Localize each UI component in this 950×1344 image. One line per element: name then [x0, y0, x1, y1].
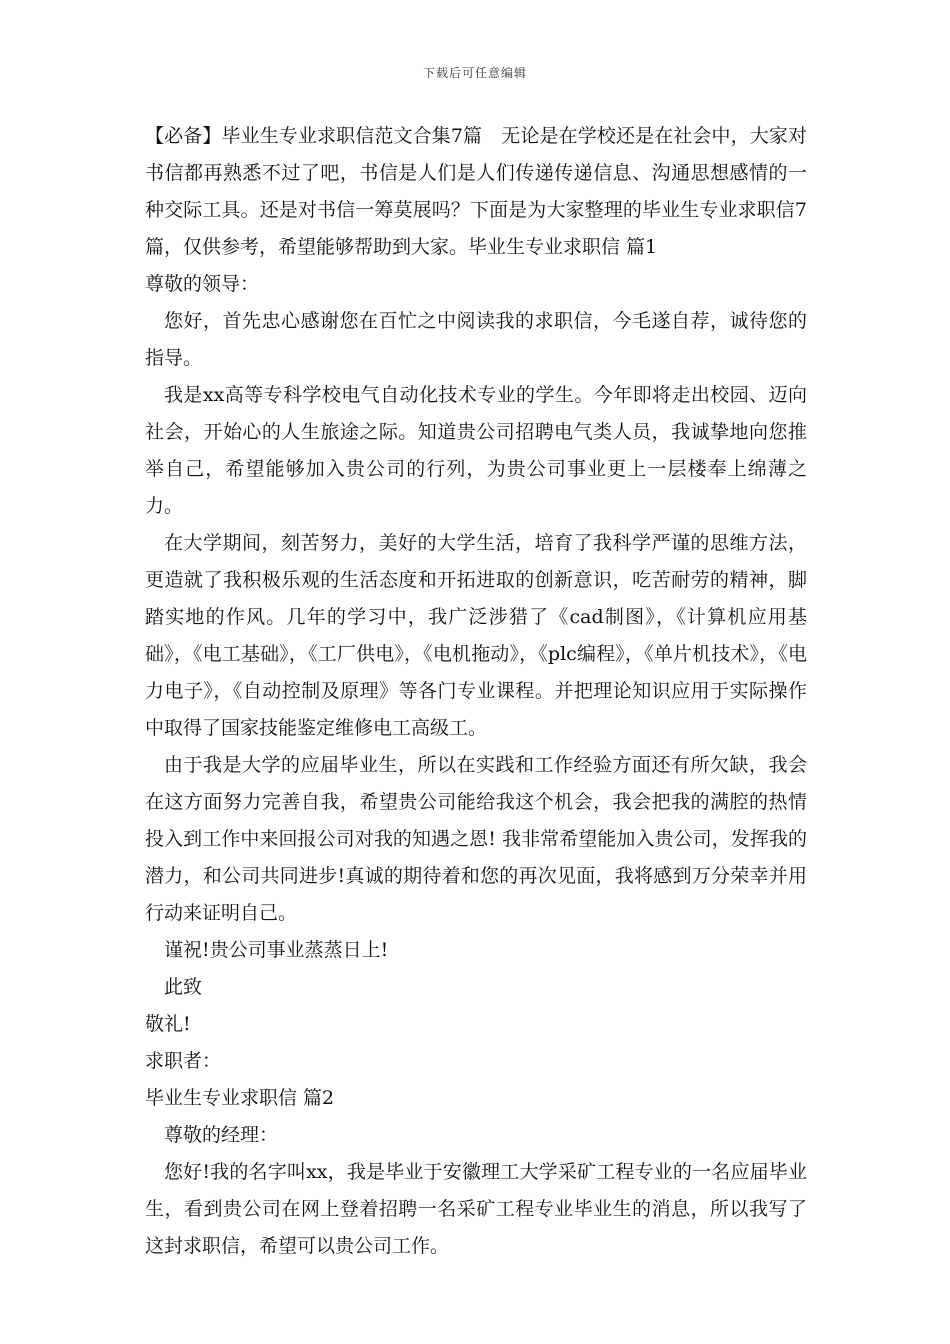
letter2-paragraph-1: 您好!我的名字叫xx，我是毕业于安徽理工大学采矿工程专业的一名应届毕业生，看到贵公司在网上登着招聘一名采矿工程专业毕业生的消息，所以我写了这封求职信，希望可以贵公司工作。: [145, 1161, 807, 1257]
letter1-closing-1: 此致: [164, 976, 203, 998]
letter1-closing-2: 敬礼!: [145, 1013, 191, 1035]
letter1-signature: 求职者：: [145, 1050, 222, 1072]
document-body: [145, 118, 807, 1265]
letter2-heading: 毕业生专业求职信 篇2: [145, 1087, 335, 1109]
letter2-salutation: 尊敬的经理：: [164, 1124, 279, 1146]
letter1-paragraph-2: 在大学期间，刻苦努力，美好的大学生活，培育了我科学严谨的思维方法，更造就了我积极乐观的生活态度和开拓进取的创新意识，吃苦耐劳的精神，脚踏实地的作风。几年的学习中，我广泛涉猎了《cad制图》，《计算机应用基础》，《电工基础》，《工厂供电》，《电机拖动》，《plc编程》，《单片机技术》，《电力电子》，《自动控制及原理》等各门专业课程。并把理论知识应用于实际操作中取得了国家技能鉴定维修电工高级工。: [145, 532, 807, 739]
letter1-paragraph-3: 由于我是大学的应届毕业生，所以在实践和工作经验方面还有所欠缺，我会在这方面努力完善自我，希望贵公司能给我这个机会，我会把我的满腔的热情投入到工作中来回报公司对我的知遇之恩! 我非常希望能加入贵公司，发挥我的潜力，和公司共同进步!真诚的期待着和您的再次见面，我将感到万分荣幸并用行动来证明自己。: [145, 754, 807, 924]
letter1-salutation: 尊敬的领导：: [145, 273, 260, 295]
intro-paragraph: 【必备】毕业生专业求职信范文合集7篇 无论是在学校还是在社会中，大家对书信都再熟悉不过了吧，书信是人们是人们传递传递信息、沟通思想感情的一种交际工具。还是对书信一筹莫展吗？下面是为大家整理的毕业生专业求职信7篇，仅供参考，希望能够帮助到大家。毕业生专业求职信 篇1: [145, 125, 807, 258]
letter1-wish: 谨祝!贵公司事业蒸蒸日上!: [164, 939, 389, 961]
letter1-paragraph-1: 我是xx高等专科学校电气自动化技术专业的学生。今年即将走出校园、迈向社会，开始心的人生旅途之际。知道贵公司招聘电气类人员，我诚挚地向您推举自己，希望能够加入贵公司的行列，为贵公司事业更上一层楼奉上绵薄之力。: [145, 384, 807, 517]
page-header-note: 下载后可任意编辑: [422, 66, 527, 80]
letter1-greeting: 您好，首先忠心感谢您在百忙之中阅读我的求职信，今毛遂自荐，诚待您的指导。: [145, 310, 807, 369]
